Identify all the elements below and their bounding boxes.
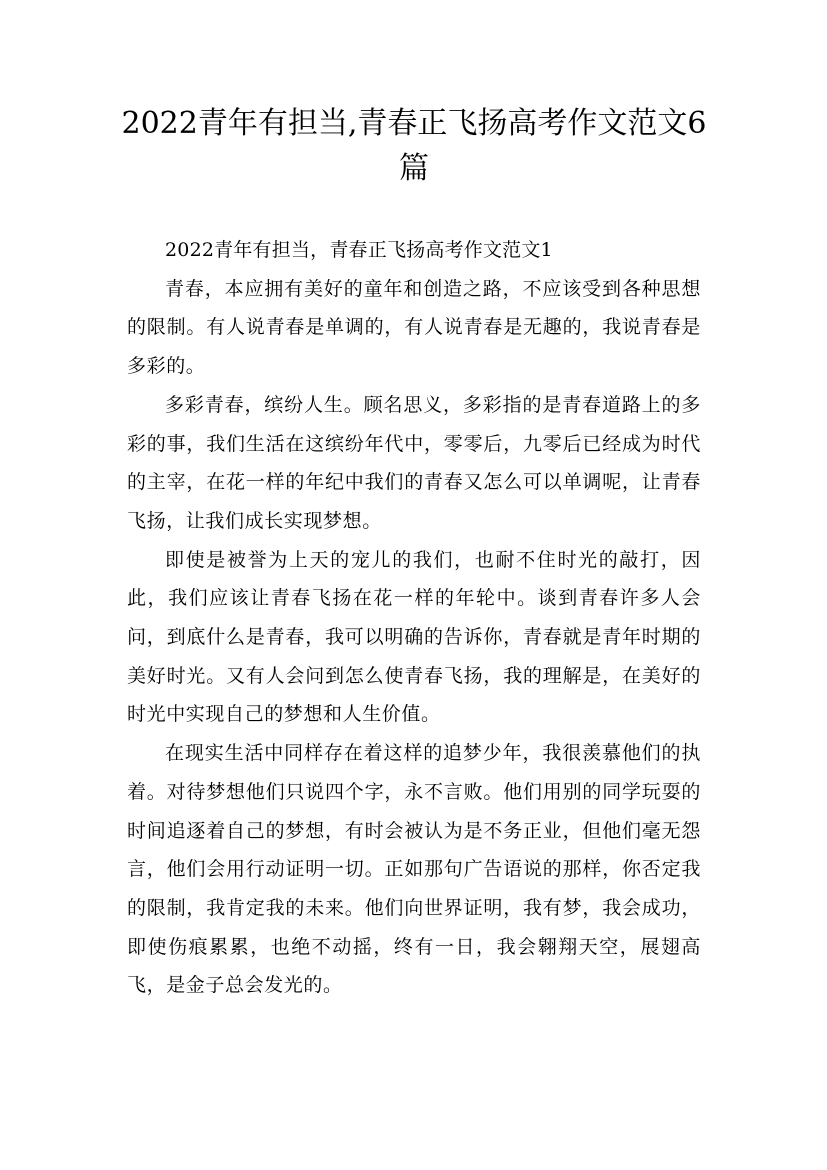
paragraph: 青春，本应拥有美好的童年和创造之路，不应该受到各种思想的限制。有人说青春是单调的，有人说青春是无趣的，我说青春是多彩的。 — [127, 277, 701, 378]
document-body — [127, 231, 701, 1005]
document-title: 2022青年有担当,青春正飞扬高考作文范文6篇 — [121, 106, 707, 186]
paragraph: 在现实生活中同样存在着这样的追梦少年，我很羡慕他们的执着。对待梦想他们只说四个字，永不言败。他们用别的同学玩耍的时间追逐着自己的梦想，有时会被认为是不务正业，但他们毫无怨言，他们会用行动证明一切。正如那句广告语说的那样，你否定我的限制，我肯定我的未来。他们向世界证明，我有梦，我会成功，即使伤痕累累，也绝不动摇，终有一日，我会翱翔天空，展翅高飞，是金子总会发光的。 — [127, 742, 701, 997]
paragraph: 即使是被誉为上天的宠儿的我们，也耐不住时光的敲打，因此，我们应该让青春飞扬在花一样的年轮中。谈到青春许多人会问，到底什么是青春，我可以明确的告诉你，青春就是青年时期的美好时光。又有人会问到怎么使青春飞扬，我的理解是，在美好的时光中实现自己的梦想和人生价值。 — [127, 548, 701, 726]
paragraph: 多彩青春，缤纷人生。顾名思义，多彩指的是青春道路上的多彩的事，我们生活在这缤纷年代中，零零后，九零后已经成为时代的主宰，在花一样的年纪中我们的青春又怎么可以单调呢，让青春飞扬，让我们成长实现梦想。 — [127, 393, 701, 532]
essay-subheading: 2022青年有担当，青春正飞扬高考作文范文1 — [165, 239, 553, 261]
